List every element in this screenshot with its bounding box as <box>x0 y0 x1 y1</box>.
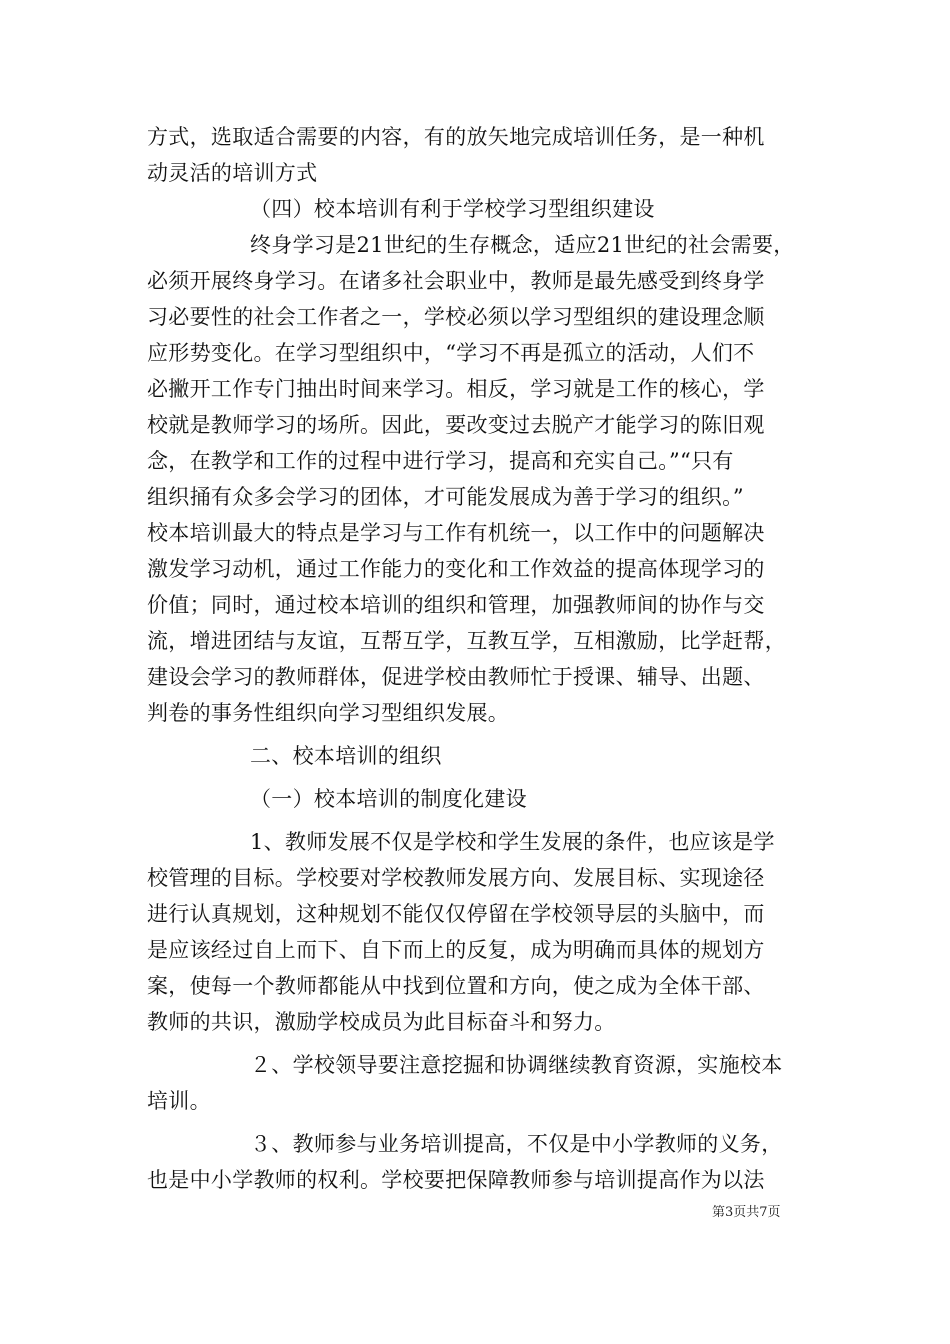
text-line-13: 激发学习动机，通过工作能力的变化和工作效益的提高体现学习的 <box>147 557 765 581</box>
text-line-28: ３、教师参与业务培训提高，不仅是中小学教师的义务， <box>250 1132 783 1156</box>
text-line-20: 1、教师发展不仅是学校和学生发展的条件，也应该是学 <box>250 830 775 854</box>
text-line-21: 校管理的目标。学校要对学校教师发展方向、发展目标、实现途径 <box>147 866 765 890</box>
text-line-4: 终身学习是21世纪的生存概念，适应21世纪的社会需要， <box>250 233 795 257</box>
text-line-5: 必须开展终身学习。在诸多社会职业中，教师是最先感受到终身学 <box>147 269 765 293</box>
text-line-10: 念，在教学和工作的过程中进行学习，提高和充实自己。”“只有 <box>147 449 734 473</box>
section-heading-2: 二、校本培训的组织 <box>250 744 442 768</box>
text-line-22: 进行认真规划，这种规划不能仅仅停留在学校领导层的头脑中，而 <box>147 902 765 926</box>
text-line-27: 培训。 <box>147 1089 211 1113</box>
text-line-24: 案，使每一个教师都能从中找到位置和方向，使之成为全体干部、 <box>147 974 765 998</box>
text-line-23: 是应该经过自上而下、自下而上的反复，成为明确而具体的规划方 <box>147 938 765 962</box>
text-line-16: 建设会学习的教师群体，促进学校由教师忙于授课、辅导、出题、 <box>147 665 765 689</box>
text-line-9: 校就是教师学习的场所。因此，要改变过去脱产才能学习的陈旧观 <box>147 413 765 437</box>
text-line-15: 流，增进团结与友谊，互帮互学，互教互学，互相激励，比学赶帮， <box>147 629 786 653</box>
subsection-heading-1: （一）校本培训的制度化建设 <box>250 787 527 811</box>
text-line-6: 习必要性的社会工作者之一，学校必须以学习型组织的建设理念顺 <box>147 305 765 329</box>
text-line-29: 也是中小学教师的权利。学校要把保障教师参与培训提高作为以法 <box>147 1168 765 1192</box>
text-line-25: 教师的共识，激励学校成员为此目标奋斗和努力。 <box>147 1010 616 1034</box>
section-heading-4: （四）校本培训有利于学校学习型组织建设 <box>250 197 655 221</box>
text-line-7: 应形势变化。在学习型组织中，“学习不再是孤立的活动，人们不 <box>147 341 755 365</box>
text-line-8: 必撇开工作专门抽出时间来学习。相反，学习就是工作的核心，学 <box>147 377 765 401</box>
text-line-1: 方式，选取适合需要的内容，有的放矢地完成培训任务，是一种机 <box>147 125 765 149</box>
page-number-footer: 第3页共7页 <box>712 1205 781 1220</box>
text-line-12: 校本培训最大的特点是学习与工作有机统一，以工作中的问题解决 <box>147 521 765 545</box>
text-line-2: 动灵活的培训方式 <box>147 161 318 185</box>
text-line-17: 判卷的事务性组织向学习型组织发展。 <box>147 701 510 725</box>
text-line-14: 价值；同时，通过校本培训的组织和管理，加强教师间的协作与交 <box>147 593 765 617</box>
text-line-26: ２、学校领导要注意挖掘和协调继续教育资源，实施校本 <box>250 1053 783 1077</box>
text-line-11: 组织捅有众多会学习的团体，才可能发展成为善于学习的组织。” <box>147 485 744 509</box>
